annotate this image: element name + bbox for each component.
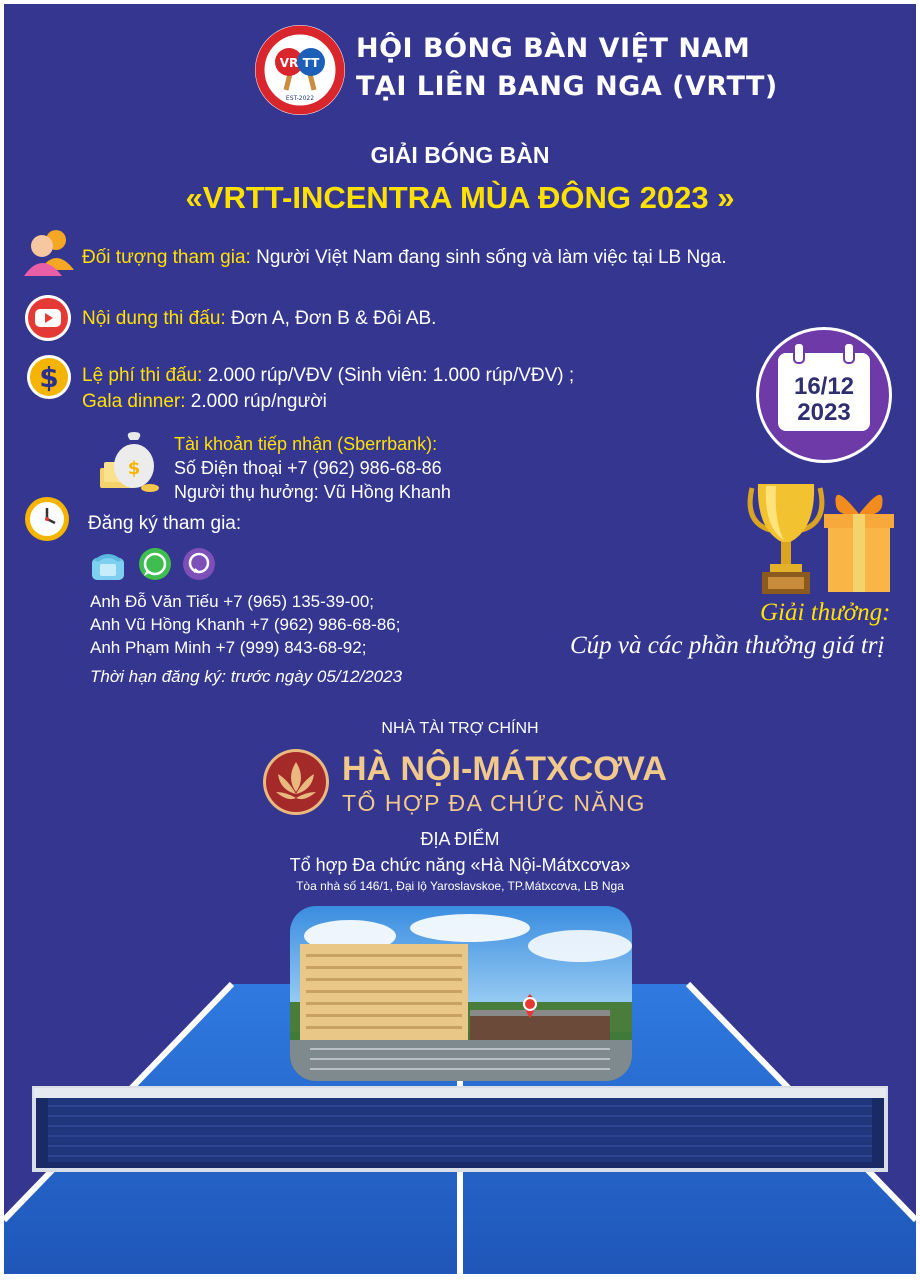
svg-text:EST-2022: EST-2022 (285, 95, 315, 102)
fee-value: 2.000 rúp/VĐV (Sinh viên: 1.000 rúp/VĐV) ; (202, 365, 575, 386)
sponsor-label: NHÀ TÀI TRỢ CHÍNH (381, 720, 539, 737)
account-block (174, 432, 451, 504)
sponsor-name: HÀ NỘI-MÁTXCƠVA (342, 750, 667, 788)
svg-text:$: $ (39, 361, 59, 394)
contact-3: Anh Phạm Minh +7 (999) 843-68-92; (90, 638, 367, 657)
register-label: Đăng ký tham gia: (88, 513, 242, 534)
svg-text:VR: VR (279, 56, 299, 70)
clock-icon (24, 496, 70, 542)
date-year: 2023 (797, 399, 851, 426)
poster (4, 4, 916, 1274)
deadline: Thời hạn đăng ký: trước ngày 05/12/2023 (90, 667, 403, 686)
gala-value: 2.000 rúp/người (185, 391, 327, 412)
participants-row (82, 245, 727, 270)
lotus-logo-icon (262, 748, 330, 816)
venue-name: Tổ hợp Đa chức năng «Hà Nội-Mátxcơva» (289, 855, 631, 875)
sponsor-sub: TỔ HỢP ĐA CHỨC NĂNG (342, 790, 646, 816)
account-holder: Người thụ hưởng: Vũ Hồng Khanh (174, 482, 451, 502)
prize-desc: Cúp và các phần thưởng giá trị (570, 632, 885, 659)
phone-icon (90, 548, 126, 582)
org-line-1: HỘI BÓNG BÀN VIỆT NAM (356, 33, 751, 64)
organization-title (356, 30, 778, 106)
fee-row (82, 363, 574, 388)
participants-label: Đối tượng tham gia: (82, 247, 251, 268)
gift-icon (822, 484, 896, 594)
account-phone: Số Điện thoại +7 (962) 986-68-86 (174, 458, 442, 478)
contact-1: Anh Đỗ Văn Tiếu +7 (965) 135-39-00; (90, 592, 374, 611)
participants-value: Người Việt Nam đang sinh sống và làm việc tại LB Nga. (250, 247, 727, 268)
whatsapp-icon (138, 547, 172, 581)
tournament-pre: GIẢI BÓNG BÀN (370, 142, 550, 168)
people-icon (22, 228, 78, 278)
date-day: 16/12 (793, 373, 855, 400)
venue-label: ĐỊA ĐIỂM (420, 829, 500, 849)
vrtt-logo (254, 24, 346, 116)
fee-label: Lệ phí thi đấu: (82, 365, 203, 386)
events-value: Đơn A, Đơn B & Đôi AB. (225, 308, 437, 329)
contacts-list (90, 590, 402, 688)
money-bag-icon (96, 430, 162, 494)
trophy-icon (746, 482, 826, 598)
org-line-2: TẠI LIÊN BANG NGA (VRTT) (356, 71, 778, 102)
gala-label: Gala dinner: (82, 391, 186, 412)
tournament-name: «VRTT-INCENTRA MÙA ĐÔNG 2023 » (185, 180, 735, 215)
prize-label: Giải thưởng: (760, 599, 891, 626)
svg-text:TT: TT (302, 56, 320, 70)
viber-icon (182, 547, 216, 581)
youtube-icon (24, 294, 72, 342)
events-label: Nội dung thi đấu: (82, 308, 226, 329)
date-badge (756, 327, 892, 463)
venue-address: Tòa nhà số 146/1, Đại lộ Yaroslavskoe, TP.Mátxcơva, LB Nga (296, 879, 624, 893)
events-row (82, 306, 436, 331)
gala-row (82, 389, 327, 414)
contact-2: Anh Vũ Hồng Khanh +7 (962) 986-68-86; (90, 615, 401, 634)
svg-text:$: $ (127, 458, 141, 479)
account-label: Tài khoản tiếp nhận (Sberrbank): (174, 434, 438, 454)
venue-photo (290, 906, 632, 1081)
dollar-icon (26, 354, 72, 400)
